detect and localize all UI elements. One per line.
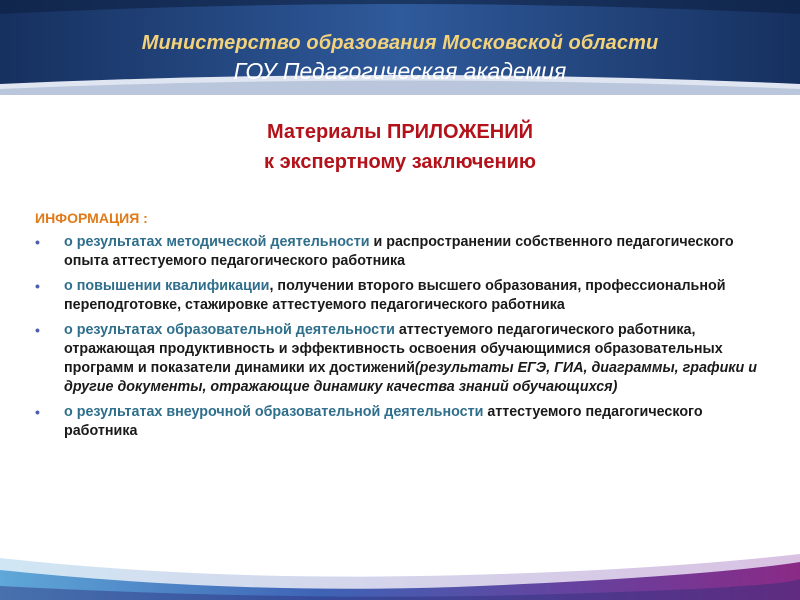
title-line-1: Материалы ПРИЛОЖЕНИЙ (267, 121, 533, 143)
item-text: аттестуемого педагогического работника, отражающая продуктивность и эффективность освоения обучающимися образовательных программ и показатели динамики их достижений (64, 322, 723, 376)
bullet-icon: • (35, 322, 40, 338)
item-text: аттестуемого педагогического работника (64, 404, 703, 439)
bullet-icon: • (35, 234, 40, 250)
header-academy: ГОУ Педагогическая академия (233, 58, 567, 84)
item-text: , получении второго высшего образования, профессиональной переподготовке, стажировке аттестуемого педагогического работника (64, 278, 726, 313)
list-item (35, 321, 775, 397)
bullet-icon: • (35, 278, 40, 294)
info-label: ИНФОРМАЦИЯ : (35, 210, 148, 226)
item-highlight: о результатах методической деятельности (64, 234, 370, 250)
item-highlight: о результатах внеурочной образовательной деятельности (64, 404, 484, 420)
item-highlight: о повышении квалификации (64, 278, 270, 294)
item-highlight: о результатах образовательной деятельности (64, 322, 395, 338)
header-ministry: Министерство образования Московской области (141, 32, 659, 54)
content-block (35, 210, 775, 447)
footer-background (0, 540, 800, 600)
footer-wave (0, 540, 800, 600)
list-item (35, 277, 775, 315)
header-banner (0, 0, 800, 95)
item-italic-note: (результаты ЕГЭ, ГИА, диаграммы, графики и другие документы, отражающие динамику качества знаний обучающихся) (64, 360, 757, 395)
item-text: и распространении собственного педагогического опыта аттестуемого педагогического работника (64, 234, 734, 269)
list-item (35, 233, 775, 271)
info-list (35, 233, 775, 441)
title-line-2: к экспертному заключению (264, 151, 536, 173)
slide-title (0, 117, 800, 177)
list-item (35, 403, 775, 441)
bullet-icon: • (35, 404, 40, 420)
